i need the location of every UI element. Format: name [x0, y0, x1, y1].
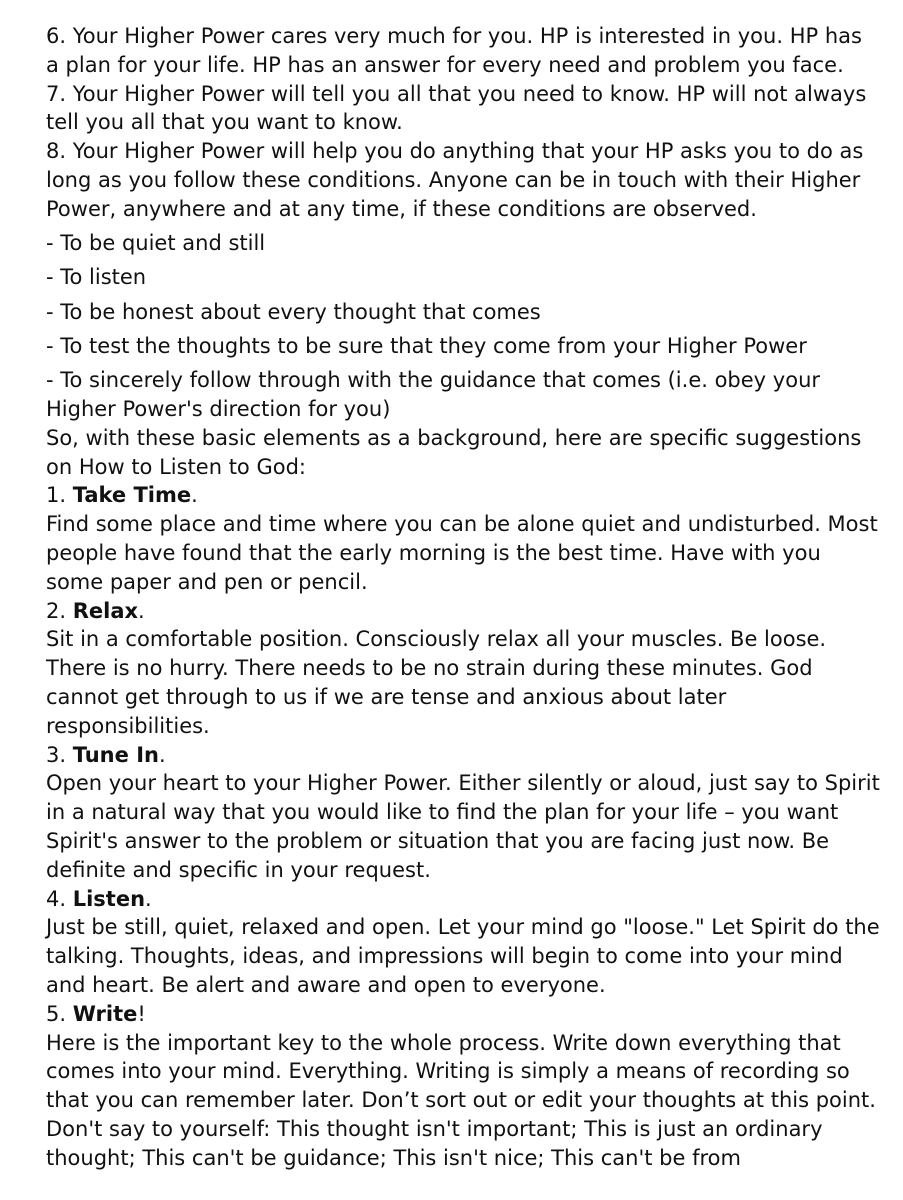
step-body-write: Here is the important key to the whole process. Write down everything that comes into your mind. Everything. Writing is simply a means of recording so that you can remember later. Don’t sort out or edit your thoughts at this point. Don't say to yourself: This thought isn't important; This is just an ordinary thought; This can't be guidance; This isn't nice; This can't be from: [46, 1030, 876, 1170]
paragraph-point-7: 7. Your Higher Power will tell you all that you need to know. HP will not always tell you all that you want to know.: [46, 81, 867, 135]
step-number: 5.: [46, 1001, 73, 1026]
step-number: 1.: [46, 483, 73, 508]
condition-item-test: - To test the thoughts to be sure that they come from your Higher Power: [46, 333, 807, 358]
step-title: Take Time: [72, 483, 192, 508]
paragraph-point-6: 6. Your Higher Power cares very much for you. HP is interested in you. HP has a plan for your life. HP has an answer for every need and problem you face.: [46, 24, 862, 77]
step-body-take-time: Find some place and time where you can be alone quiet and undisturbed. Most people have found that the early morning is the best time. Have with you some paper and pen or pencil.: [46, 512, 878, 594]
step-body-relax: Sit in a comfortable position. Consciously relax all your muscles. Be loose. There is no hurry. There needs to be no strain during these minutes. God cannot get through to us if we are tense and anxious about later responsibilities.: [46, 627, 827, 738]
step-punct: .: [145, 886, 152, 911]
paragraph-point-8: 8. Your Higher Power will help you do anything that your HP asks you to do as long as you follow these conditions. Anyone can be in touch with their Higher Power, anywhere and at any time, if these conditions are observed.: [46, 139, 864, 221]
step-heading-take-time: [46, 481, 881, 510]
step-title: Tune In: [72, 742, 159, 767]
step-number: 3.: [46, 742, 73, 767]
intro-paragraph: So, with these basic elements as a background, here are specific suggestions on How to Listen to God:: [46, 425, 862, 479]
step-punct: .: [158, 742, 166, 767]
step-heading-listen: [46, 885, 881, 914]
document-page: [46, 22, 881, 1173]
condition-item-honest: - To be honest about every thought that comes: [46, 299, 541, 324]
condition-item-listen: - To listen: [46, 265, 147, 290]
step-number: 2.: [46, 598, 73, 623]
step-title: Relax: [72, 598, 139, 623]
condition-item-follow: - To sincerely follow through with the guidance that comes (i.e. obey your Higher Power's direction for you): [46, 368, 821, 422]
step-heading-tune-in: [46, 741, 881, 770]
step-punct: .: [138, 598, 145, 623]
step-heading-write: [46, 1000, 881, 1029]
condition-item-quiet: - To be quiet and still: [46, 231, 266, 256]
step-title: Listen: [72, 886, 146, 911]
step-body-tune-in: Open your heart to your Higher Power. Either silently or aloud, just say to Spirit in a natural way that you would like to find the plan for your life – you want Spirit's answer to the problem or situation that you are facing just now. Be definite and specific in your request.: [46, 771, 880, 882]
step-title: Write: [72, 1001, 138, 1026]
step-heading-relax: [46, 597, 881, 626]
step-number: 4.: [46, 886, 73, 911]
step-body-listen: Just be still, quiet, relaxed and open. Let your mind go "loose." Let Spirit do the talking. Thoughts, ideas, and impressions will begin to come into your mind and heart. Be alert and aware and open to everyone.: [46, 915, 880, 997]
step-punct: .: [191, 483, 198, 508]
step-punct: !: [137, 1001, 146, 1026]
